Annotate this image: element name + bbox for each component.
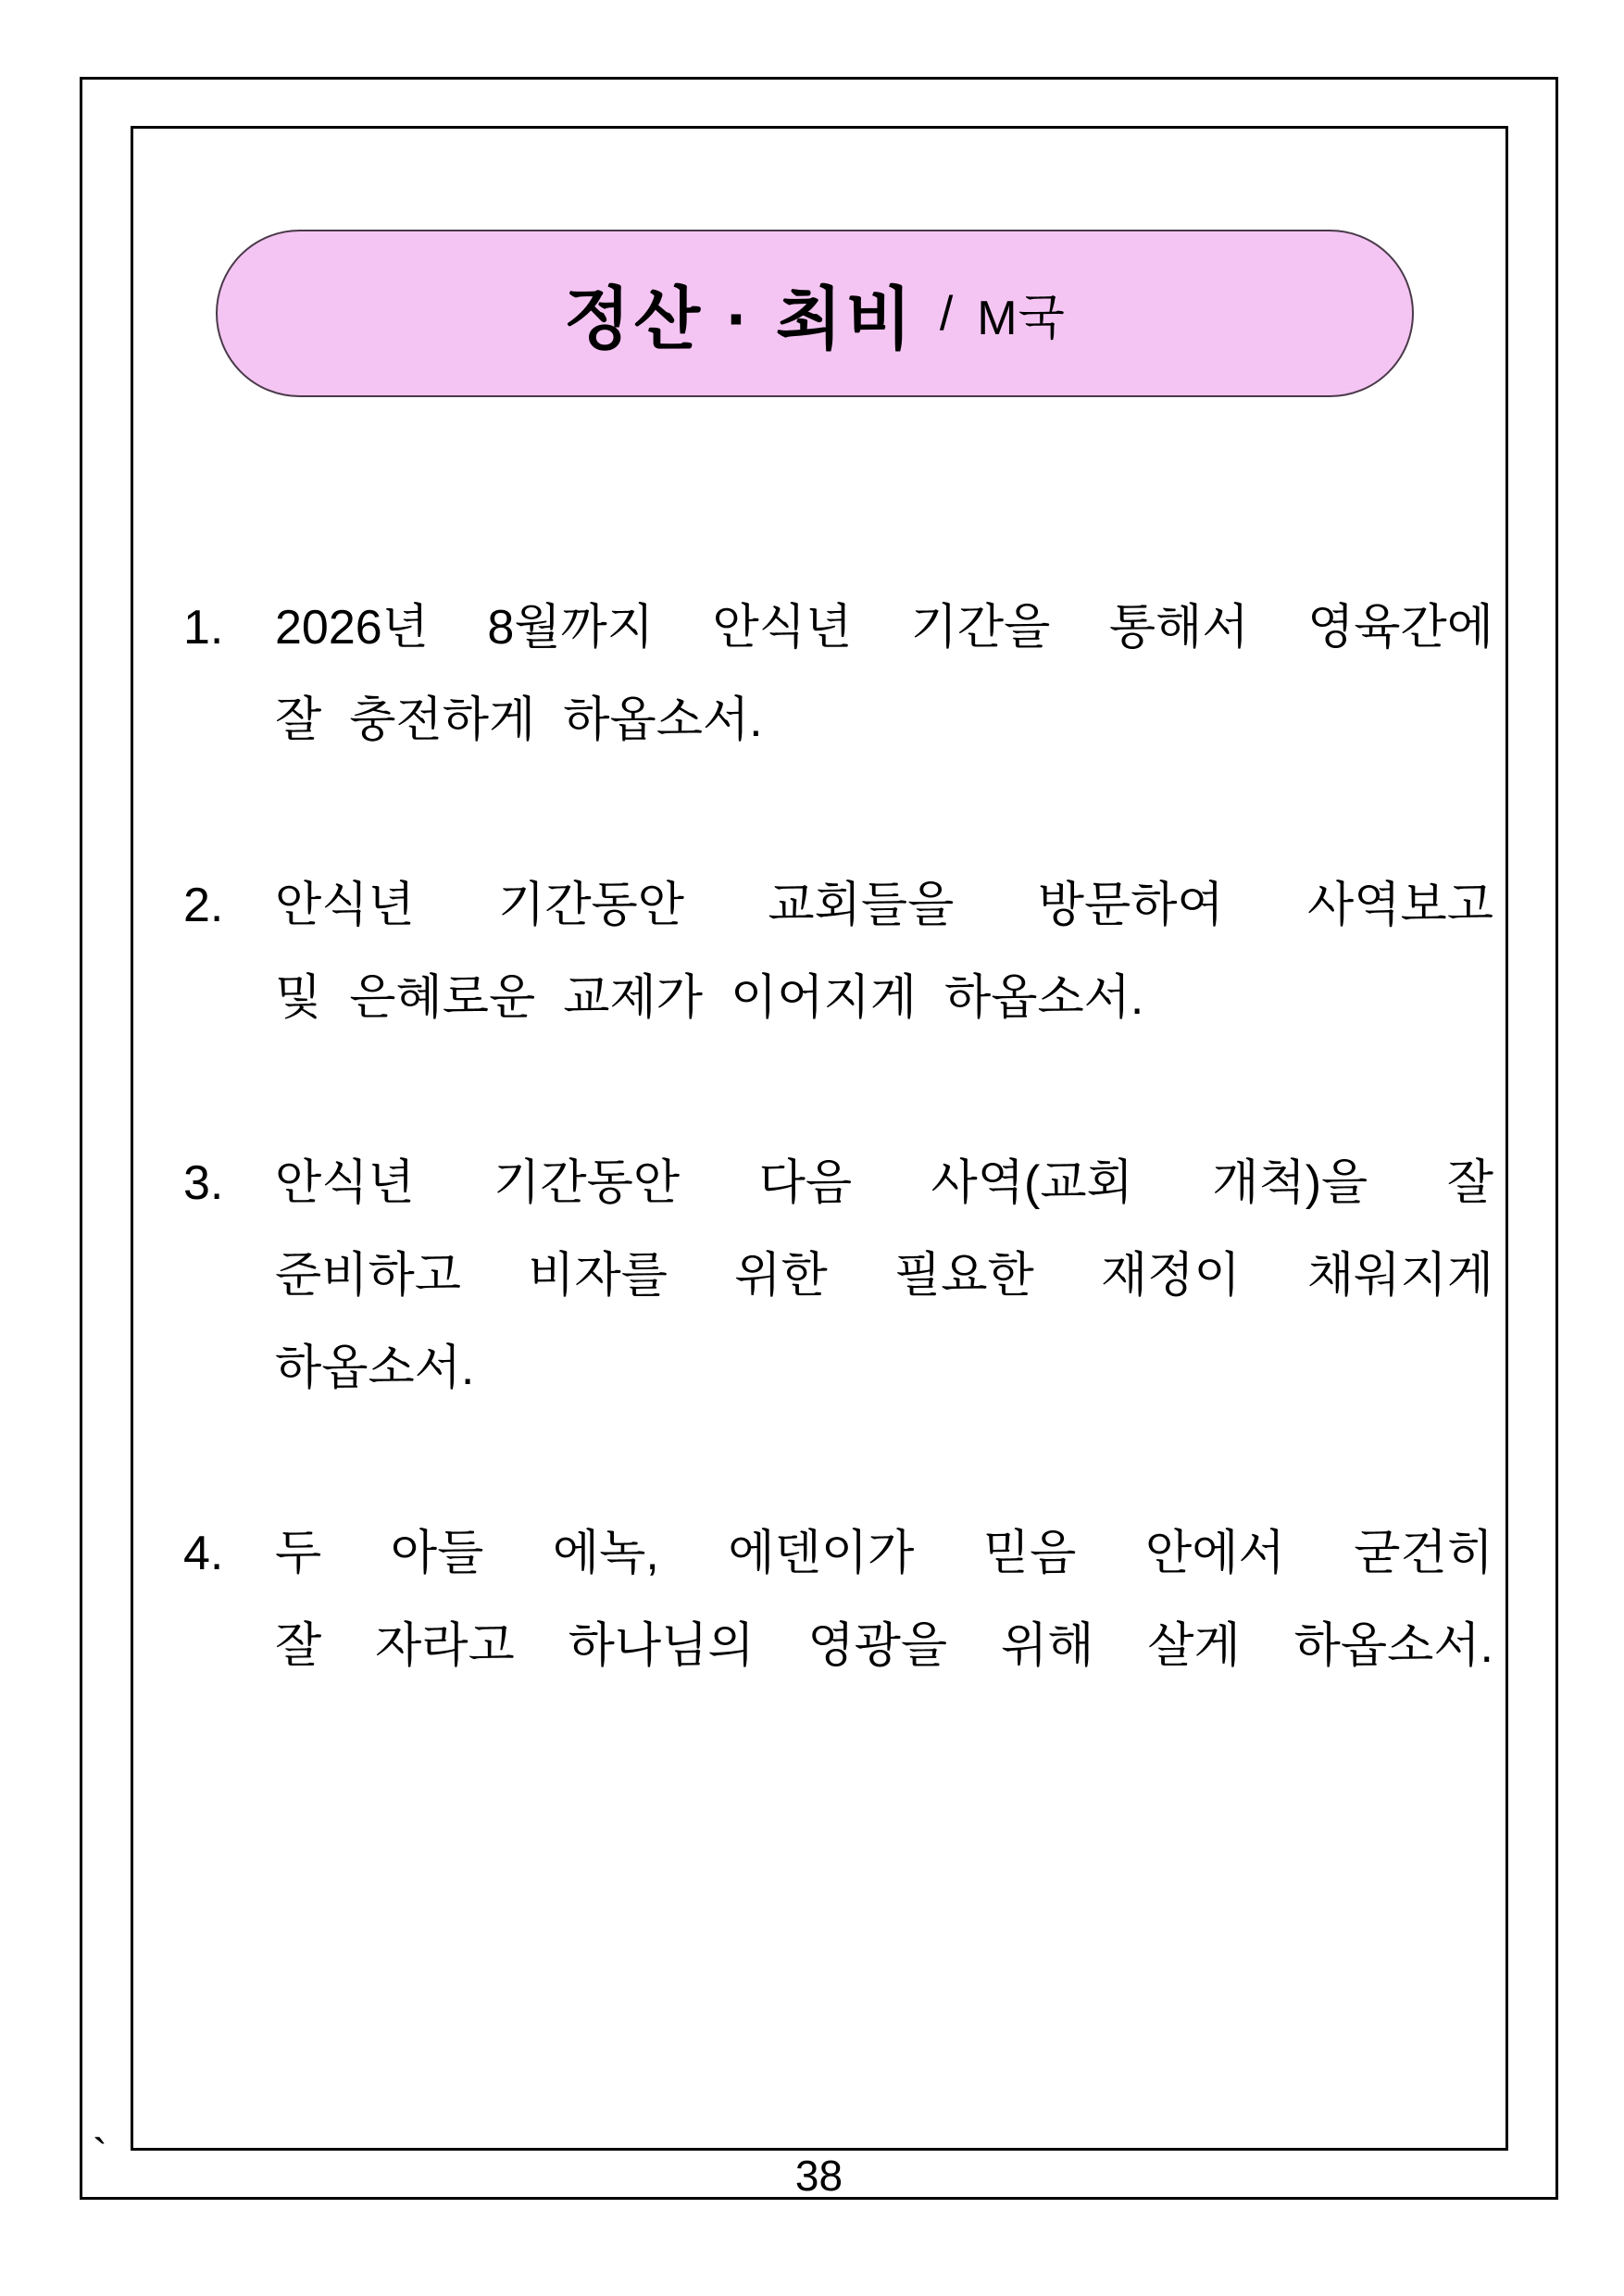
list-item	[183, 581, 1493, 767]
item-number: 4.	[183, 1527, 224, 1580]
list-item	[183, 1507, 1493, 1692]
item-line: 하옵소서.	[275, 1341, 475, 1395]
stray-backtick-mark: `	[93, 2131, 107, 2180]
item-text	[275, 1137, 1493, 1415]
item-number: 2.	[183, 879, 224, 932]
header-region-label: M국	[977, 292, 1066, 345]
list-item	[183, 1137, 1493, 1415]
header-title: 정산 · 최비	[564, 280, 916, 357]
item-number: 1.	[183, 601, 224, 655]
list-item	[183, 859, 1493, 1044]
item-line: 잘 충전하게 하옵소서.	[275, 693, 763, 747]
item-line: 준비하고 비자를 위한 필요한 재정이 채워지게	[275, 1249, 1493, 1303]
item-text	[275, 581, 1493, 767]
item-text	[275, 859, 1493, 1044]
item-text	[275, 1507, 1493, 1692]
page-number: 38	[794, 2152, 843, 2200]
prayer-request-list	[183, 581, 1493, 1785]
item-line: 두 아들 에녹, 에덴이가 믿음 안에서 굳건히	[275, 1527, 1493, 1580]
item-line: 2026년 8월까지 안식년 기간을 통해서 영육간에	[275, 601, 1493, 655]
item-line: 안식년 기간동안 교회들을 방문하여 사역보고	[275, 879, 1493, 932]
item-line: 잘 자라고 하나님의 영광을 위해 살게 하옵소서.	[275, 1619, 1493, 1673]
item-number: 3.	[183, 1156, 224, 1210]
item-line: 및 은혜로운 교제가 이어지게 하옵소서.	[275, 971, 1144, 1025]
header-separator: /	[939, 286, 954, 341]
item-line: 안식년 기간동안 다음 사역(교회 개척)을 잘	[275, 1156, 1493, 1210]
header-pill	[216, 230, 1414, 397]
